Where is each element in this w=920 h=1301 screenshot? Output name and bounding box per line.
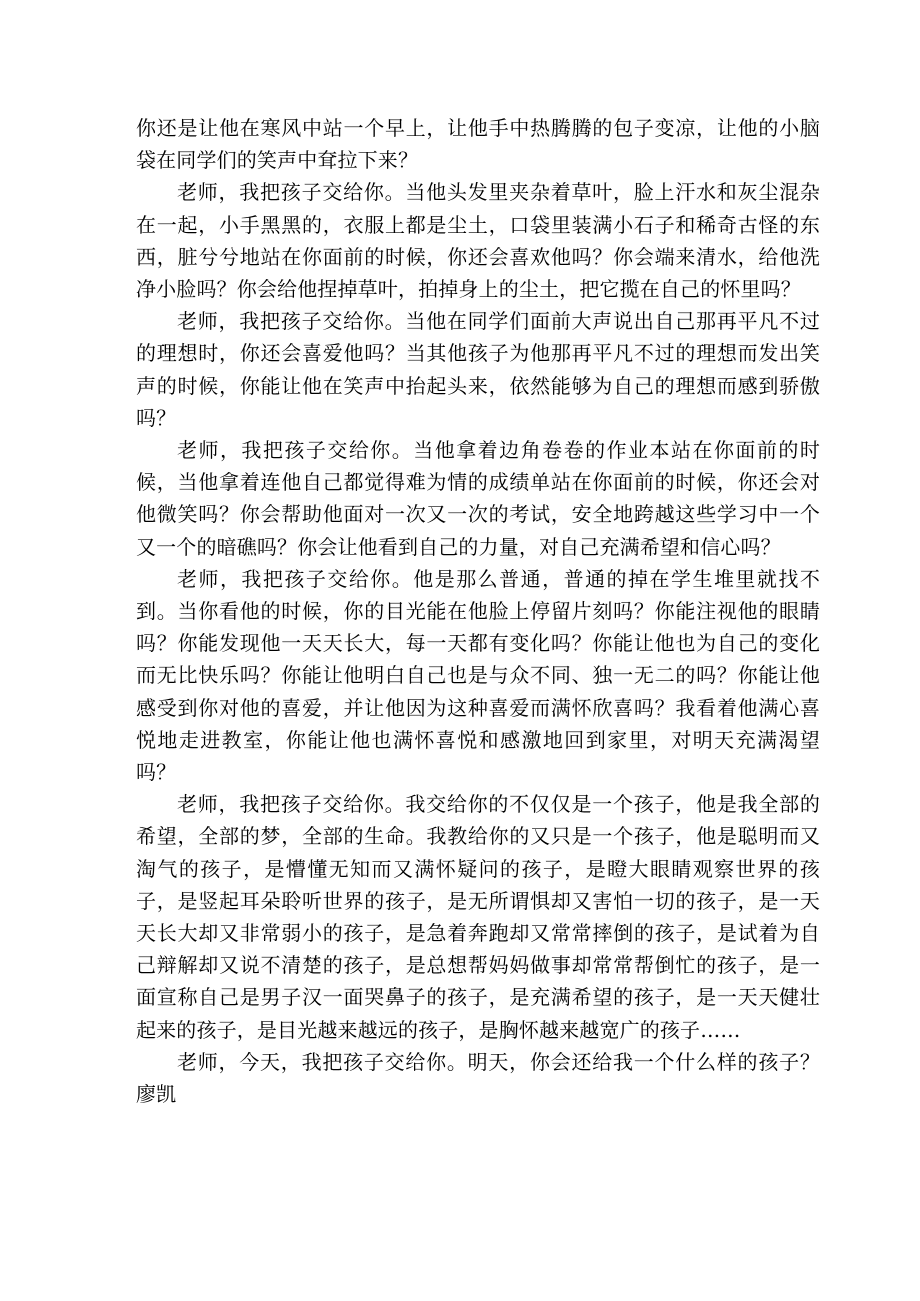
paragraph-ordinary-dream: 老师，我把孩子交给你。当他在同学们面前大声说出自己那再平凡不过的理想时，你还会喜爱他吗？当其他孩子为他那再平凡不过的理想而发出笑声的时候，你能让他在笑声中抬起头来，依然能够为自己的理想而感到骄傲吗？ (136, 309, 820, 430)
paragraph-ordinary-child: 老师，我把孩子交给你。他是那么普通，普通的掉在学生堆里就找不到。当你看他的时候，你的目光能在他脸上停留片刻吗？你能注视他的眼睛吗？你能发现他一天天长大，每一天都有变化吗？你能让他也为自己的变化而无比快乐吗？你能让他明白自己也是与众不同、独一无二的吗？你能让他感受到你对他的喜爱，并让他因为这种喜爱而满怀欣喜吗？我看着他满心喜悦地走进教室，你能让他也满怀喜悦和感激地回到家里，对明天充满渴望吗？ (136, 566, 820, 785)
document-page (136, 112, 820, 1110)
paragraph-closing-signature: 老师，今天，我把孩子交给你。明天，你会还给我一个什么样的孩子？廖凯 (136, 1049, 820, 1107)
paragraph-continuation: 你还是让他在寒风中站一个早上，让他手中热腾腾的包子变凉，让他的小脑袋在同学们的笑声中耷拉下来？ (136, 116, 820, 173)
paragraph-whole-hope: 老师，我把孩子交给你。我交给你的不仅仅是一个孩子，他是我全部的希望，全部的梦，全部的生命。我教给你的又只是一个孩子，他是聪明而又淘气的孩子，是懵懂无知而又满怀疑问的孩子，是瞪大眼睛观察世界的孩子，是竖起耳朵聆听世界的孩子，是无所谓惧却又害怕一切的孩子，是一天天长大却又非常弱小的孩子，是急着奔跑却又常常摔倒的孩子，是试着为自己辩解却又说不清楚的孩子，是总想帮妈妈做事却常常帮倒忙的孩子，是一面宣称自己是男子汉一面哭鼻子的孩子，是充满希望的孩子，是一天天健壮起来的孩子，是目光越来越远的孩子，是胸怀越来越宽广的孩子…… (136, 792, 820, 1042)
paragraph-dirty-child: 老师，我把孩子交给你。当他头发里夹杂着草叶，脸上汗水和灰尘混杂在一起，小手黑黑的，衣服上都是尘土，口袋里装满小石子和稀奇古怪的东西，脏兮兮地站在你面前的时候，你还会喜欢他吗？你会端来清水，给他洗净小脸吗？你会给他捏掉草叶，拍掉身上的尘土，把它揽在自己的怀里吗？ (136, 180, 820, 302)
paragraph-homework-grades: 老师，我把孩子交给你。当他拿着边角卷卷的作业本站在你面前的时候，当他拿着连他自己都觉得难为情的成绩单站在你面前的时候，你还会对他微笑吗？你会帮助他面对一次又一次的考试，安全地跨越这些学习中一个又一个的暗礁吗？你会让他看到自己的力量，对自己充满希望和信心吗？ (136, 438, 820, 559)
